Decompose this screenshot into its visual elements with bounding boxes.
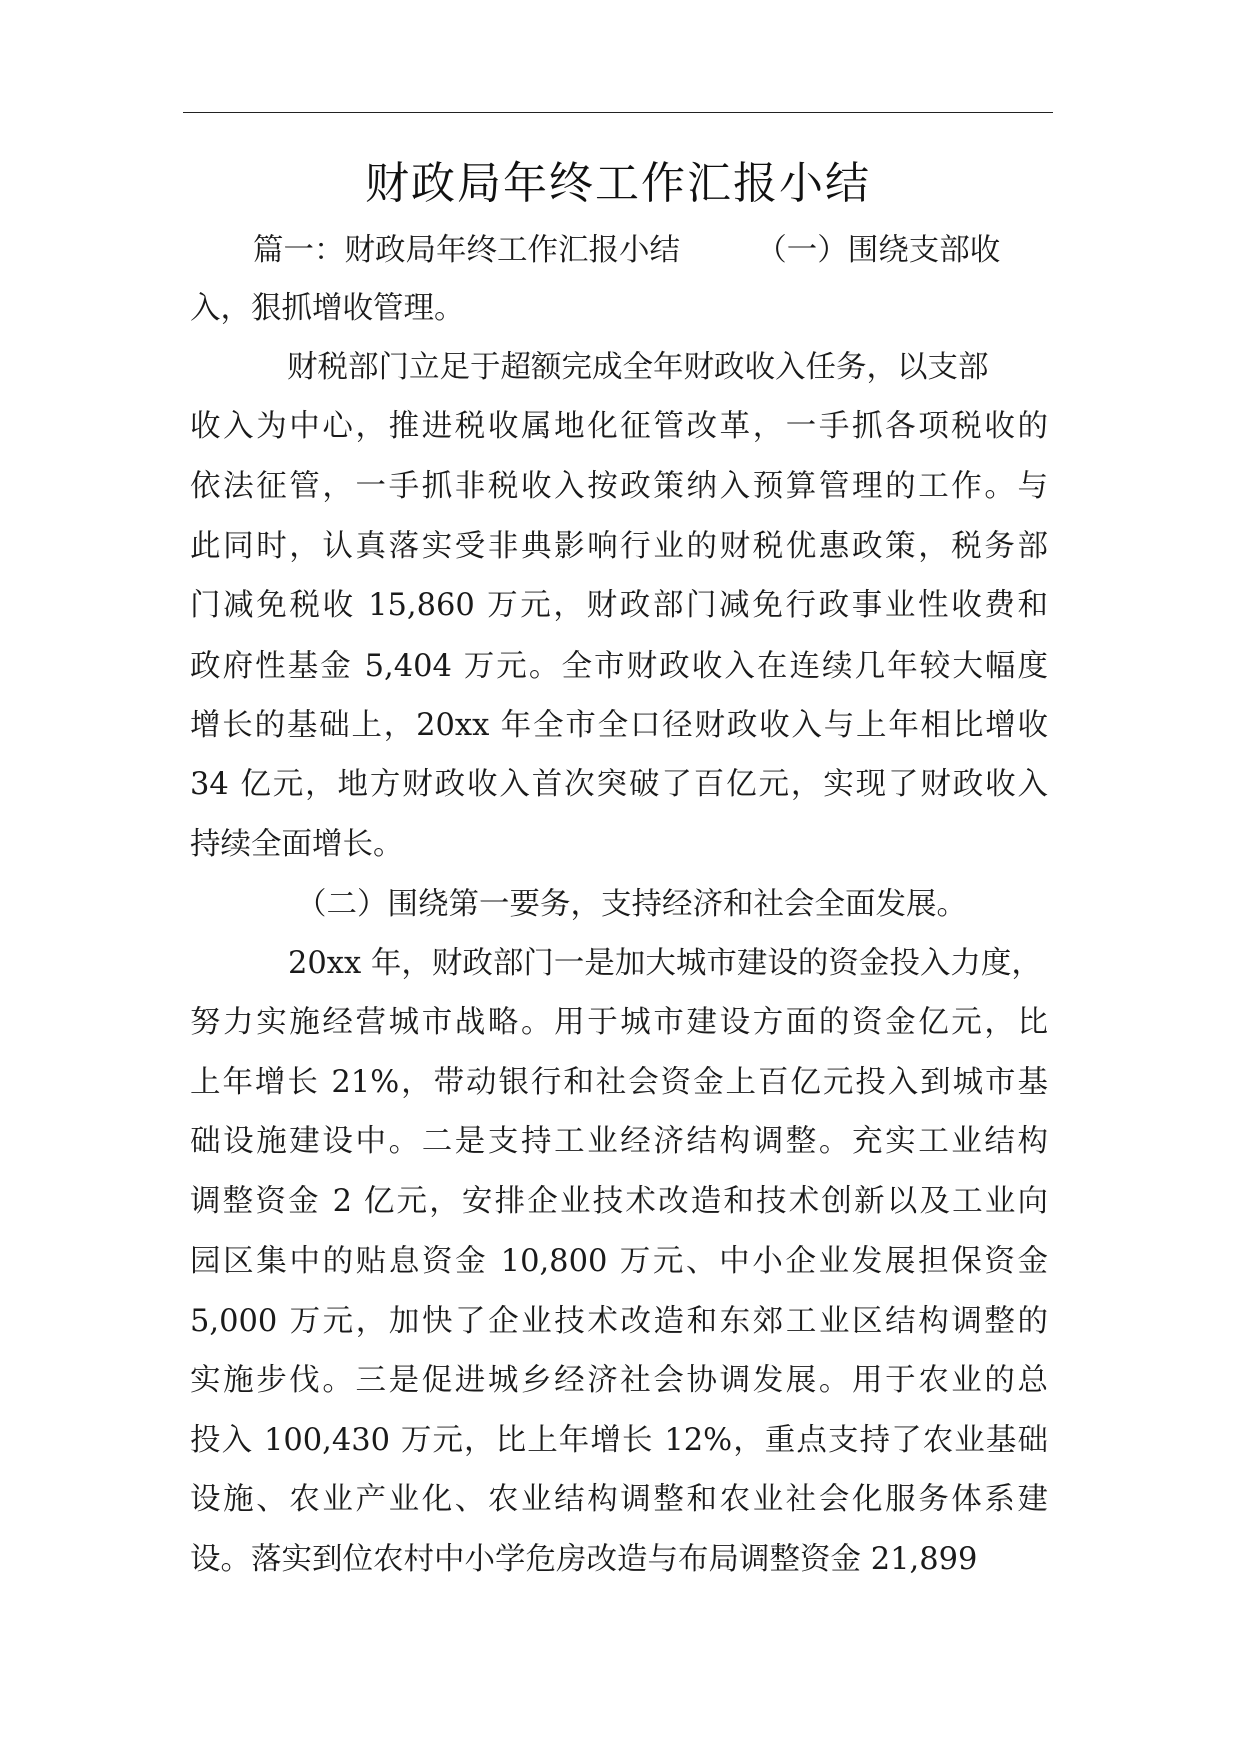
paragraph-line: 入，狠抓增收管理。 <box>190 291 465 326</box>
paragraph-line: 设施、农业产业化、农业结构调整和农业社会化服务体系建 <box>190 1482 1048 1517</box>
paragraph-line: 依法征管，一手抓非税收入按政策纳入预算管理的工作。与 <box>190 469 1048 504</box>
paragraph-line: 政府性基金 5,404 万元。全市财政收入在连续几年较大幅度 <box>190 649 1048 684</box>
paragraph-line: 增长的基础上，20xx 年全市全口径财政收入与上年相比增收 <box>190 708 1048 743</box>
paragraph-line: 门减免税收 15,860 万元，财政部门减免行政事业性收费和 <box>190 588 1048 623</box>
paragraph-line: 持续全面增长。 <box>190 827 404 862</box>
paragraph-line: 调整资金 2 亿元，安排企业技术改造和技术创新以及工业向 <box>190 1184 1048 1219</box>
paragraph-line: 34 亿元，地方财政收入首次突破了百亿元，实现了财政收入 <box>190 767 1048 802</box>
paragraph-line: 努力实施经营城市战略。用于城市建设方面的资金亿元，比 <box>190 1005 1048 1040</box>
paragraph-line: 园区集中的贴息资金 10,800 万元、中小企业发展担保资金 <box>190 1244 1048 1279</box>
paragraph-line: 投入 100,430 万元，比上年增长 12%，重点支持了农业基础 <box>190 1423 1048 1458</box>
paragraph-line: 20xx 年，财政部门一是加大城市建设的资金投入力度， <box>288 946 1042 981</box>
paragraph-line: 篇一：财政局年终工作汇报小结 （一）围绕支部收 <box>253 233 1001 268</box>
paragraph-line: 上年增长 21%，带动银行和社会资金上百亿元投入到城市基 <box>190 1065 1048 1100</box>
header-rule <box>183 112 1053 113</box>
paragraph-line: 财税部门立足于超额完成全年财政收入任务，以支部 <box>287 350 989 385</box>
paragraph-line: 础设施建设中。二是支持工业经济结构调整。充实工业结构 <box>190 1124 1048 1159</box>
paragraph-line: 设。落实到位农村中小学危房改造与布局调整资金 21,899 <box>190 1542 978 1577</box>
paragraph-line: 实施步伐。三是促进城乡经济社会协调发展。用于农业的总 <box>190 1363 1048 1398</box>
paragraph-line: 5,000 万元，加快了企业技术改造和东郊工业区结构调整的 <box>190 1304 1048 1339</box>
section-heading: （二）围绕第一要务，支持经济和社会全面发展。 <box>296 887 967 922</box>
paragraph-line: 此同时，认真落实受非典影响行业的财税优惠政策，税务部 <box>190 529 1048 564</box>
document-title: 财政局年终工作汇报小结 <box>365 158 871 209</box>
paragraph-line: 收入为中心，推进税收属地化征管改革，一手抓各项税收的 <box>190 409 1048 444</box>
